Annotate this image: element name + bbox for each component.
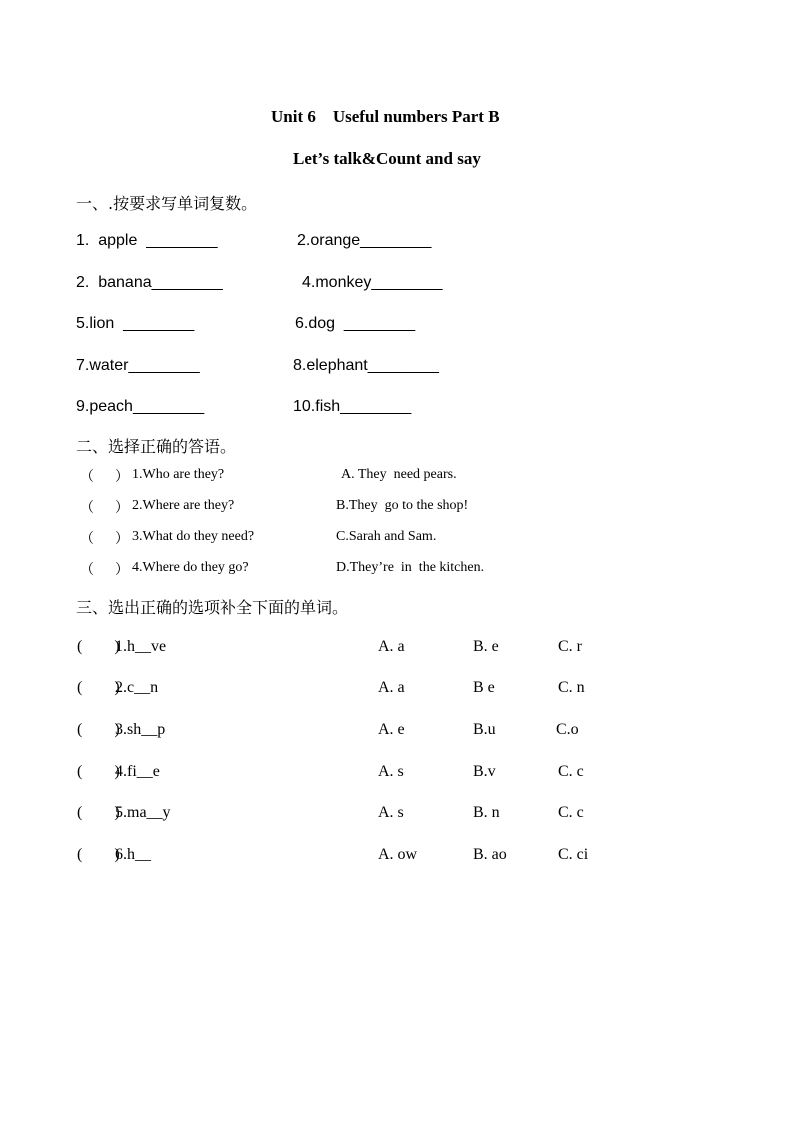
option-b: B.v (473, 763, 496, 780)
question-word: 5.ma__y (115, 804, 171, 821)
plural-item-8: 8.elephant________ (293, 357, 439, 374)
plural-item-2: 2.orange________ (297, 232, 432, 249)
answer-option: B.They go to the shop! (336, 498, 469, 513)
plural-item-4: 4.monkey________ (302, 274, 443, 291)
option-c: C. n (558, 679, 585, 696)
option-c: C. c (558, 804, 584, 821)
answer-bracket: ( ) (77, 679, 120, 696)
section-3-heading: 三、选出正确的选项补全下面的单词。 (76, 598, 349, 617)
answer-bracket: ( ) (77, 763, 120, 780)
plural-item-7: 7.water________ (76, 357, 200, 374)
option-a: A. e (378, 721, 405, 738)
option-c: C.o (556, 721, 579, 738)
question-word: 1.h__ve (115, 638, 167, 655)
question-word: 4.fi__e (115, 763, 160, 780)
answer-bracket: （ ） (80, 470, 129, 485)
option-c: C. ci (558, 846, 589, 863)
option-b: B. e (473, 638, 499, 655)
plural-item-6: 6.dog ________ (295, 315, 416, 332)
option-a: A. s (378, 804, 404, 821)
answer-bracket: ( ) (77, 721, 120, 738)
question-word: 3.sh__p (115, 721, 166, 738)
answer-bracket: ( ) (77, 804, 120, 821)
option-b: B. ao (473, 846, 507, 863)
answer-bracket: ( ) (77, 638, 120, 655)
option-c: C. c (558, 763, 584, 780)
plural-item-10: 10.fish________ (293, 398, 412, 415)
answer-bracket: （ ） (80, 563, 129, 578)
plural-item-1: 1. apple ________ (76, 232, 218, 249)
answer-option: C.Sarah and Sam. (336, 529, 437, 544)
option-b: B e (473, 679, 495, 696)
question-word: 6.h__ (115, 846, 151, 863)
option-a: A. a (378, 679, 405, 696)
option-a: A. a (378, 638, 405, 655)
answer-option: A. They need pears. (341, 467, 457, 482)
option-c: C. r (558, 638, 582, 655)
question-text: 3.What do they need? (132, 529, 255, 544)
page-subtitle: Let’s talk&Count and say (293, 149, 481, 168)
answer-bracket: （ ） (80, 501, 129, 516)
section-1-heading: 一、.按要求写单词复数。 (76, 194, 258, 213)
option-a: A. s (378, 763, 404, 780)
plural-item-3: 2. banana________ (76, 274, 223, 291)
option-b: B.u (473, 721, 496, 738)
question-word: 2.c__n (115, 679, 159, 696)
section-2-heading: 二、选择正确的答语。 (76, 437, 237, 456)
answer-bracket: （ ） (80, 532, 129, 547)
question-text: 2.Where are they? (132, 498, 235, 513)
answer-bracket: ( ) (77, 846, 120, 863)
option-a: A. ow (378, 846, 418, 863)
page-title: Unit 6 Useful numbers Part B (271, 107, 500, 126)
plural-item-9: 9.peach________ (76, 398, 205, 415)
question-text: 1.Who are they? (132, 467, 225, 482)
question-text: 4.Where do they go? (132, 560, 249, 575)
answer-option: D.They’re in the kitchen. (336, 560, 485, 575)
option-b: B. n (473, 804, 500, 821)
plural-item-5: 5.lion ________ (76, 315, 195, 332)
